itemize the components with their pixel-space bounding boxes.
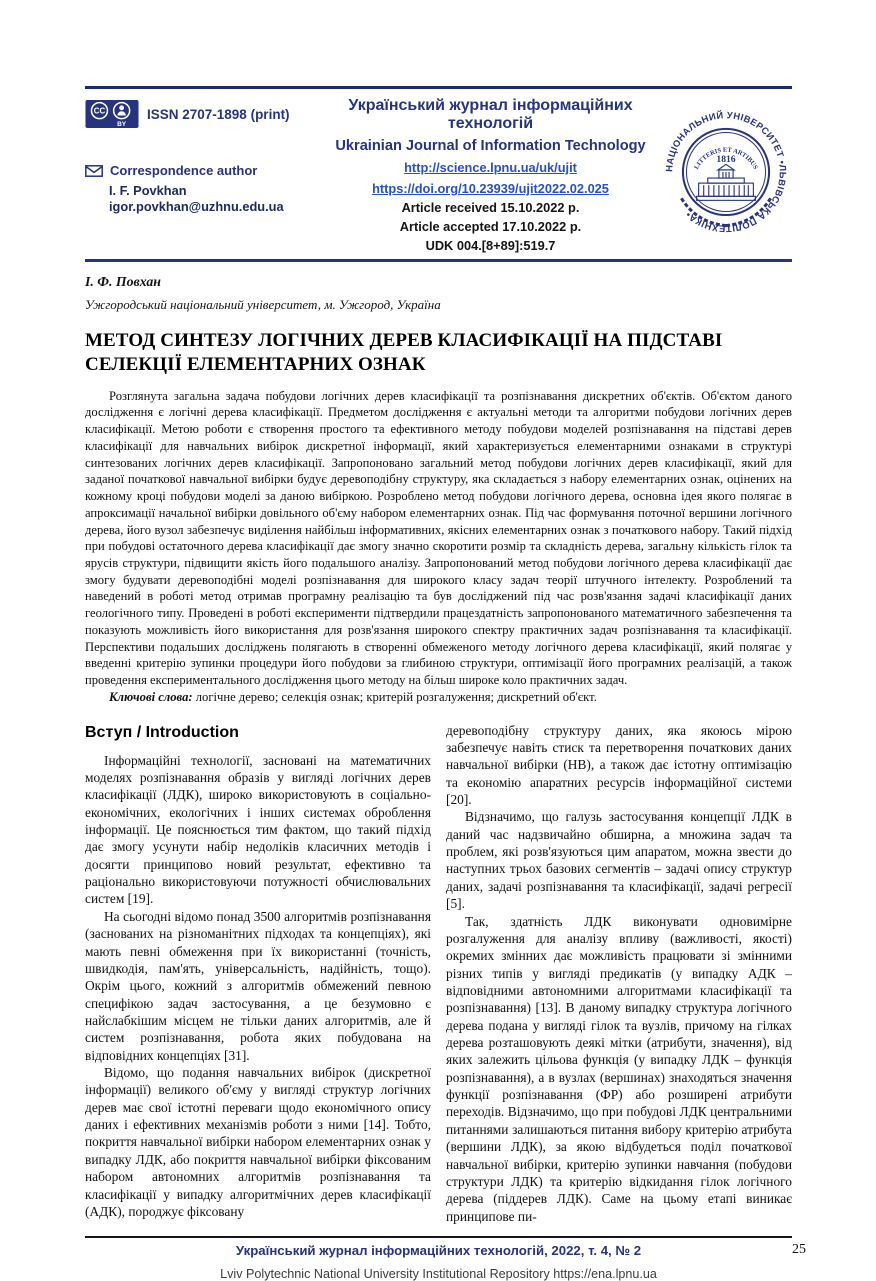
footer-row xyxy=(85,1242,806,1260)
correspondence-name: I. F. Povkhan xyxy=(109,183,187,198)
article-title: МЕТОД СИНТЕЗУ ЛОГІЧНИХ ДЕРЕВ КЛАСИФІКАЦІЇ НА ПІДСТАВІ СЕЛЕКЦІЇ ЕЛЕМЕНТАРНИХ ОЗНАК xyxy=(85,330,723,376)
author-affiliation: Ужгородський національний університет, м. Ужгород, Україна xyxy=(85,297,441,312)
journal-title-en: Ukrainian Journal of Information Technology xyxy=(335,138,646,154)
seal-building xyxy=(697,164,756,200)
udk-code: UDK 004.[8+89]:519.7 xyxy=(425,238,556,253)
by-text: BY xyxy=(117,121,127,129)
body-paragraph: Так, здатність ЛДК виконувати одновимірне розгалуження для аналізу впливу (важливості, якості) окремих змінних дає можливість працювати зі змінними різних типів у вигляді предикатів (у випадку АДК – відповідними автономними алгоритмами класифікації та розпізнавання) [13]. В даному випадку структура логічного дерева подана у вигляді гілок та вузлів, причому на гілках дерева розташовують деякі мітки (атрибути, значення), від яких залежить цільова функція (у випадку ЛДК – функція розпізнавання), а в вузлах (вершинах) знаходяться значення функції розпізнавання (ФР) або розширені атрибути переходів. Відзначимо, що при побудові ЛДК центральними питаннями залишаються питання вибору критерію атрибута (вершини ЛДК), за якою відбудеться поділ початкової навчальної вибірки, критерію зупинки навчання (побудови структури ЛДК) та критерію відкидання гілок логічного дерева (піддерев ЛДК). Саме на цьому етапі виникає принципове пи- xyxy=(446,913,792,1224)
header-right-block xyxy=(658,95,792,253)
article-head xyxy=(85,274,792,378)
body-paragraph: Відзначимо, що галузь застосування концепції ЛДК в даний час надзвичайно обширна, а множина задач та проблем, які розв'язуються цим апаратом, можна звести до наступних трьох базових сегментів – задачі опису структур даних, задачі розпізнавання та класифікації, задачі регресії [5]. xyxy=(446,809,792,912)
correspondence-label: Correspondence author xyxy=(110,163,258,178)
journal-site-link[interactable]: http://science.lpnu.ua/uk/ujit xyxy=(404,160,577,175)
cc-by-badge-icon xyxy=(85,99,139,129)
correspondence-block xyxy=(85,163,323,216)
doi-link[interactable]: https://doi.org/10.23939/ujit2022.02.025 xyxy=(372,181,609,196)
issn-label: ISSN 2707-1898 (print) xyxy=(147,106,290,122)
person-icon xyxy=(119,105,124,110)
page-footer xyxy=(85,1236,806,1281)
abstract-text: Розглянута загальна задача побудови логічних дерев класифікації та розпізнавання дискретних об'єктів. Об'єктом даного дослідження є логічні дерева класифікації. Предметом дослідження є актуальні методи та алгоритми побудови логічних дерев класифікації. Метою роботи є створення простого та ефективного методу побудови моделей розпізнавання на підставі дерев класифікації для навчальних вибірок дискретної інформації, який характеризується елементарними ознаками в структурі синтезованих логічних дерев класифікації. Запропоновано загальний метод побудови логічних дерев класифікації, який для заданої початкової навчальної вибірки будує деревоподібну структуру, яка складається з набору елементарних ознак, оцінених на кожному кроці побудови моделі за даною вибіркою. Розроблено метод побудови логічного дерева, основна ідея якого полягає в апроксимації начальної вибірки довільного об'єму набором елементарних ознак. Під час формування поточної вершини логічного дерева, його вузол забезпечує виділення найбільш інформативних, якісних елементарних ознак з початкового набору. Такий підхід при побудові остаточного дерева класифікації дає змогу значно скоротити розмір та складність дерева, загальну кількість гілок та ярусів структури, підвищити якість його подальшого аналізу. Запропонований метод побудови логічного дерева класифікації дає змогу будувати деревоподібні моделі розпізнавання для широкого класу задач теорії штучного інтелекту. Розроблений та наведений в роботі метод отримав програмну реалізацію та був досліджений під час розв'язання задачі класифікації даних геологічного типу. Проведені в роботі експерименти підтвердили працездатність запропонованого математичного забезпечення та показують можливість його використання для розв'язання широкого спектру практичних задач розпізнавання та класифікації. Перспективи подальших досліджень полягають в створенні обмеженого методу логічного дерева класифікації, який полягає у введенні критерію зупинки процедури його побудови за глибиною структури, оптимізації його програмних реалізацій, а також проведення експериментального дослідження цього методу на більш широке коло практичних задач. xyxy=(85,388,792,688)
journal-header xyxy=(85,86,792,262)
keywords-text: логічне дерево; селекція ознак; критерій розгалуження; дискретний об'єкт. xyxy=(195,689,597,704)
body-paragraph: На сьогодні відомо понад 3500 алгоритмів розпізнавання (заснованих на різноманітних підходах та концепціях), які мають певні обмеження при їх використанні (точність, швидкодія, пам'ять, універсальність, надійність, тощо). Окрім цього, кожний з алгоритмів обмежений певною специфікою задач застосування, а це безумовно є найслабкішим місцем не тільки даних алгоритмів, але й систем розпізнавання, робота яких побудована на відповідних концепціях [31]. xyxy=(85,908,431,1063)
author-name: І. Ф. Повхан xyxy=(85,274,161,289)
body-columns xyxy=(85,720,792,1225)
body-paragraph: Інформаційні технології, засновані на математичних моделях розпізнавання образів у вигляді логічних дерев класифікації (ЛДК), широко використовують в соціально-економічних, екологічних і інших системах оброблення інформації. Це пояснюється тим фактом, що такий підхід дає змогу усунути набір недоліків класичних методів і досягти принципово новий результат, ефективно та раціонально використовуючи потужності обчислювальних систем [19]. xyxy=(85,752,431,907)
envelope-icon xyxy=(85,165,103,177)
seal-motto-text: LITTERIS ET ARTIBUS xyxy=(693,146,759,171)
right-column xyxy=(446,720,792,1225)
seal-ring-text: НАЦІОНАЛЬНИЙ УНІВЕРСИТЕТ •ЛЬВІВСЬКА ПОЛІТЕХНІКА• xyxy=(664,110,788,234)
issn-row xyxy=(85,99,323,129)
journal-title-uk: Український журнал інформаційних технологій xyxy=(348,97,633,132)
keywords-label: Ключові слова: xyxy=(109,689,193,704)
keywords-line xyxy=(85,689,792,706)
header-left-block xyxy=(85,95,323,253)
cc-text: CC xyxy=(93,106,106,116)
abstract-section xyxy=(85,388,792,706)
left-column xyxy=(85,720,431,1225)
footer-journal-line: Український журнал інформаційних технологій, 2022, т. 4, № 2 xyxy=(235,1243,642,1258)
body-paragraph: Відомо, що подання навчальних вибірок (дискретної інформації) великого об'єму у вигляді структур логічних дерев має свої істотні переваги щодо економічного опису даних і ефективних механізмів роботи з ними [14]. Тобто, покриття навчальної вибірки набором елементарних ознак у випадку ЛДК, або покриття навчальної вибірки фіксованим набором автономних алгоритмів розпізнавання та класифікації у випадку алгоритмічних дерев класифікації (АДК), породжує фіксовану xyxy=(85,1065,431,1219)
correspondence-label-row xyxy=(85,163,323,178)
header-center-block xyxy=(323,95,658,253)
seal-year: 1816 xyxy=(716,153,736,165)
body-paragraph: деревоподібну структуру даних, яка якоюсь мірою забезпечує навіть стиск та перетворення початкових даних навчальної вибірки (НВ), а також дає істотну оптимізацію та економію апаратних ресурсів інформаційної системи [20]. xyxy=(446,722,792,808)
university-seal-icon xyxy=(660,99,792,249)
page-content xyxy=(85,86,806,1281)
repository-line: Lviv Polytechnic National University Institutional Repository https://ena.lpnu.ua xyxy=(220,1267,657,1281)
page-number: 25 xyxy=(792,1242,806,1257)
section-heading-introduction: Вступ / Introduction xyxy=(85,723,239,741)
correspondence-email[interactable]: igor.povkhan@uzhnu.edu.ua xyxy=(109,199,284,214)
article-received: Article received 15.10.2022 р. xyxy=(401,200,580,215)
article-accepted: Article accepted 17.10.2022 р. xyxy=(399,219,582,234)
